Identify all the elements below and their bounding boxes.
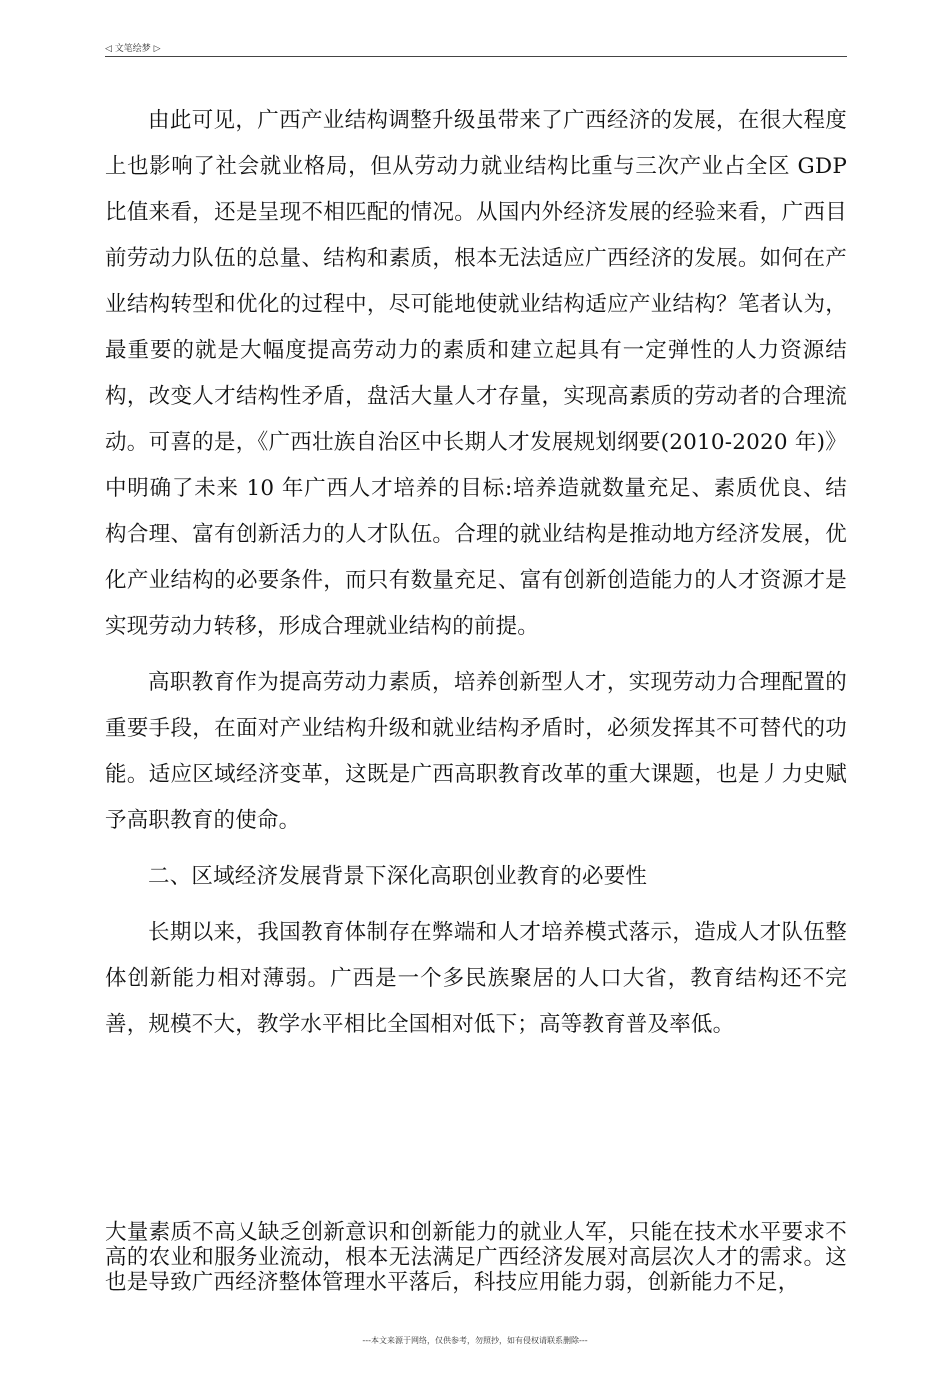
document-tail <box>105 1220 847 1295</box>
tail-paragraph: 大量素质不高乂缺乏创新意识和创新能力的就业人军，只能在技术水平要求不高的农业和服务业流动，根本无法满足广西经济发展对高层次人才的需求。这也是导致广西经济整体管理水平落后，科技应用能力弱，创新能力不足， <box>105 1220 847 1295</box>
header-text: ◁ 文笔绘梦 ▷ <box>105 44 161 54</box>
page-header <box>105 40 847 57</box>
paragraph-2: 高职教育作为提高劳动力素质，培养创新型人才，实现劳动力合理配置的重要手段，在面对产业结构升级和就业结构矛盾时，必须发挥其不可替代的功能。适应区域经济变革，这既是广西高职教育改革的重大课题，也是丿力史赋予高职教育的使命。 <box>105 670 847 833</box>
section-paragraph: 长期以来，我国教育体制存在弊端和人才培养模式落示，造成人才队伍整体创新能力相对薄弱。广西是一个多民族聚居的人口大省，教育结构还不完善，规模不大，教学水平相比全国相对低下；高等教育普及率低。 <box>105 920 847 1037</box>
section-heading: 二、区域经济发展背景下深化高职创业教育的必要性 <box>148 864 648 889</box>
paragraph-1: 由此可见，广西产业结构调整升级虽带来了广西经济的发展，在很大程度上也影响了社会就业格局，但从劳动力就业结构比重与三次产业占全区 GDP 比值来看，还是呈现不相匹配的情况。从国内外经济发展的经验来看，广西目前劳动力队伍的总量、结构和素质，根本无法适应广西经济的发展。如何在产业结构转型和优化的过程中，尽可能地使就业结构适应产业结构？笔者认为，最重要的就是大幅度提高劳动力的素质和建立起具有一定弹性的人力资源结构，改变人才结构性矛盾，盘活大量人才存量，实现高素质的劳动者的合理流动。可喜的是，《广西壮族自治区中长期人才发展规划纲要(2010-2020 年)》中明确了未来 10 年广西人才培养的目标:培养造就数量充足、素质优良、结构合理、富有创新活力的人才队伍。合理的就业结构是推动地方经济发展，优化产业结构的必要条件，而只有数量充足、富有创新创造能力的人才资源才是实现劳动力转移，形成合理就业结构的前提。 <box>105 108 847 639</box>
page-footer: ---本文来源于网络，仅供参考，勿照抄，如有侵权请联系删除--- <box>362 1336 588 1345</box>
document-body <box>105 98 847 1048</box>
